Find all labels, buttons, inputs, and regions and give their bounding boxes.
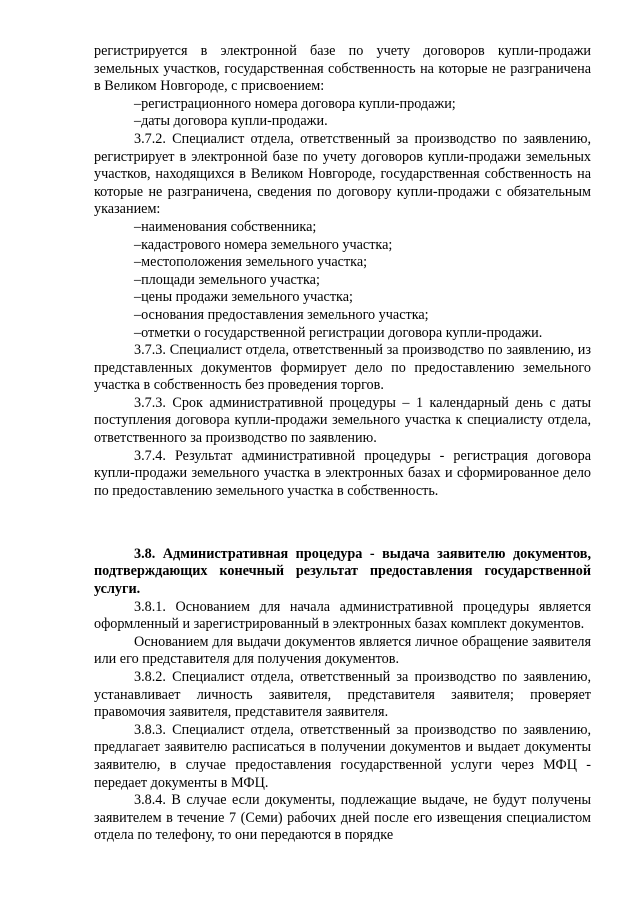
list-item: –местоположения земельного участка;	[134, 254, 368, 271]
paragraph: Основанием для выдачи документов является личное обращение заявителя или его представителя для получения документов.	[94, 633, 591, 668]
list-item: –основания предоставления земельного участка;	[134, 306, 429, 323]
paragraph: 3.8.4. В случае если документы, подлежащие выдаче, не будут получены заявителем в течение 7 (Семи) рабочих дней после его извещения специалистом отдела по телефону, то они передаются в порядке	[94, 792, 591, 844]
section-gap	[94, 515, 591, 532]
list-item: –наименования собственника;	[134, 218, 317, 235]
section-heading: 3.8. Административная процедура - выдача заявителю документов, подтверждающих конечный результат предоставления государственной услуги.	[94, 545, 591, 597]
list-item: –регистрационного номера договора купли-продажи;	[134, 95, 456, 112]
paragraph: 3.7.4. Результат административной процедуры - регистрация договора купли-продажи земельного участка в электронных базах и сформированное дело по предоставлению земельного участка в собственность.	[94, 447, 591, 499]
list-item: –кадастрового номера земельного участка;	[134, 236, 393, 253]
paragraph: 3.8.1. Основанием для начала административной процедуры является оформленный и зарегистрированный в электронных базах комплект документов.	[94, 598, 591, 633]
paragraph: 3.7.2. Специалист отдела, ответственный за производство по заявлению, регистрирует в электронной базе по учету договоров купли-продажи земельных участков, находящихся в Великом Новгороде, государственная собственность на которые не разграничена, сведения по договору купли-продажи с обязательным указанием:	[94, 130, 591, 218]
paragraph: 3.7.3. Специалист отдела, ответственный за производство по заявлению, из представленных документов формирует дело по предоставлению земельного участка в собственность без проведения торгов.	[94, 342, 591, 394]
paragraph: 3.8.2. Специалист отдела, ответственный за производство по заявлению, устанавливает личность заявителя, представителя заявителя; проверяет правомочия заявителя, представителя заявителя.	[94, 668, 591, 721]
paragraph: 3.7.3. Срок административной процедуры – 1 календарный день с даты поступления договора купли-продажи земельного участка к специалисту отдела, ответственного за производство по заявлению.	[94, 394, 591, 447]
paragraph: 3.8.3. Специалист отдела, ответственный за производство по заявлению, предлагает заявителю расписаться в получении документов и выдает документы заявителю, в случае предоставления государственной услуги через МФЦ - передает документы в МФЦ.	[94, 721, 591, 791]
list-item: –даты договора купли-продажи.	[134, 113, 328, 130]
list-item: –отметки о государственной регистрации договора купли-продажи.	[134, 324, 543, 341]
list-item: –площади земельного участка;	[134, 271, 320, 288]
list-item: –цены продажи земельного участка;	[134, 289, 353, 306]
paragraph: регистрируется в электронной базе по учету договоров купли-продажи земельных участков, государственная собственность на которые не разграничена в Великом Новгороде, с присвоением:	[94, 43, 591, 95]
